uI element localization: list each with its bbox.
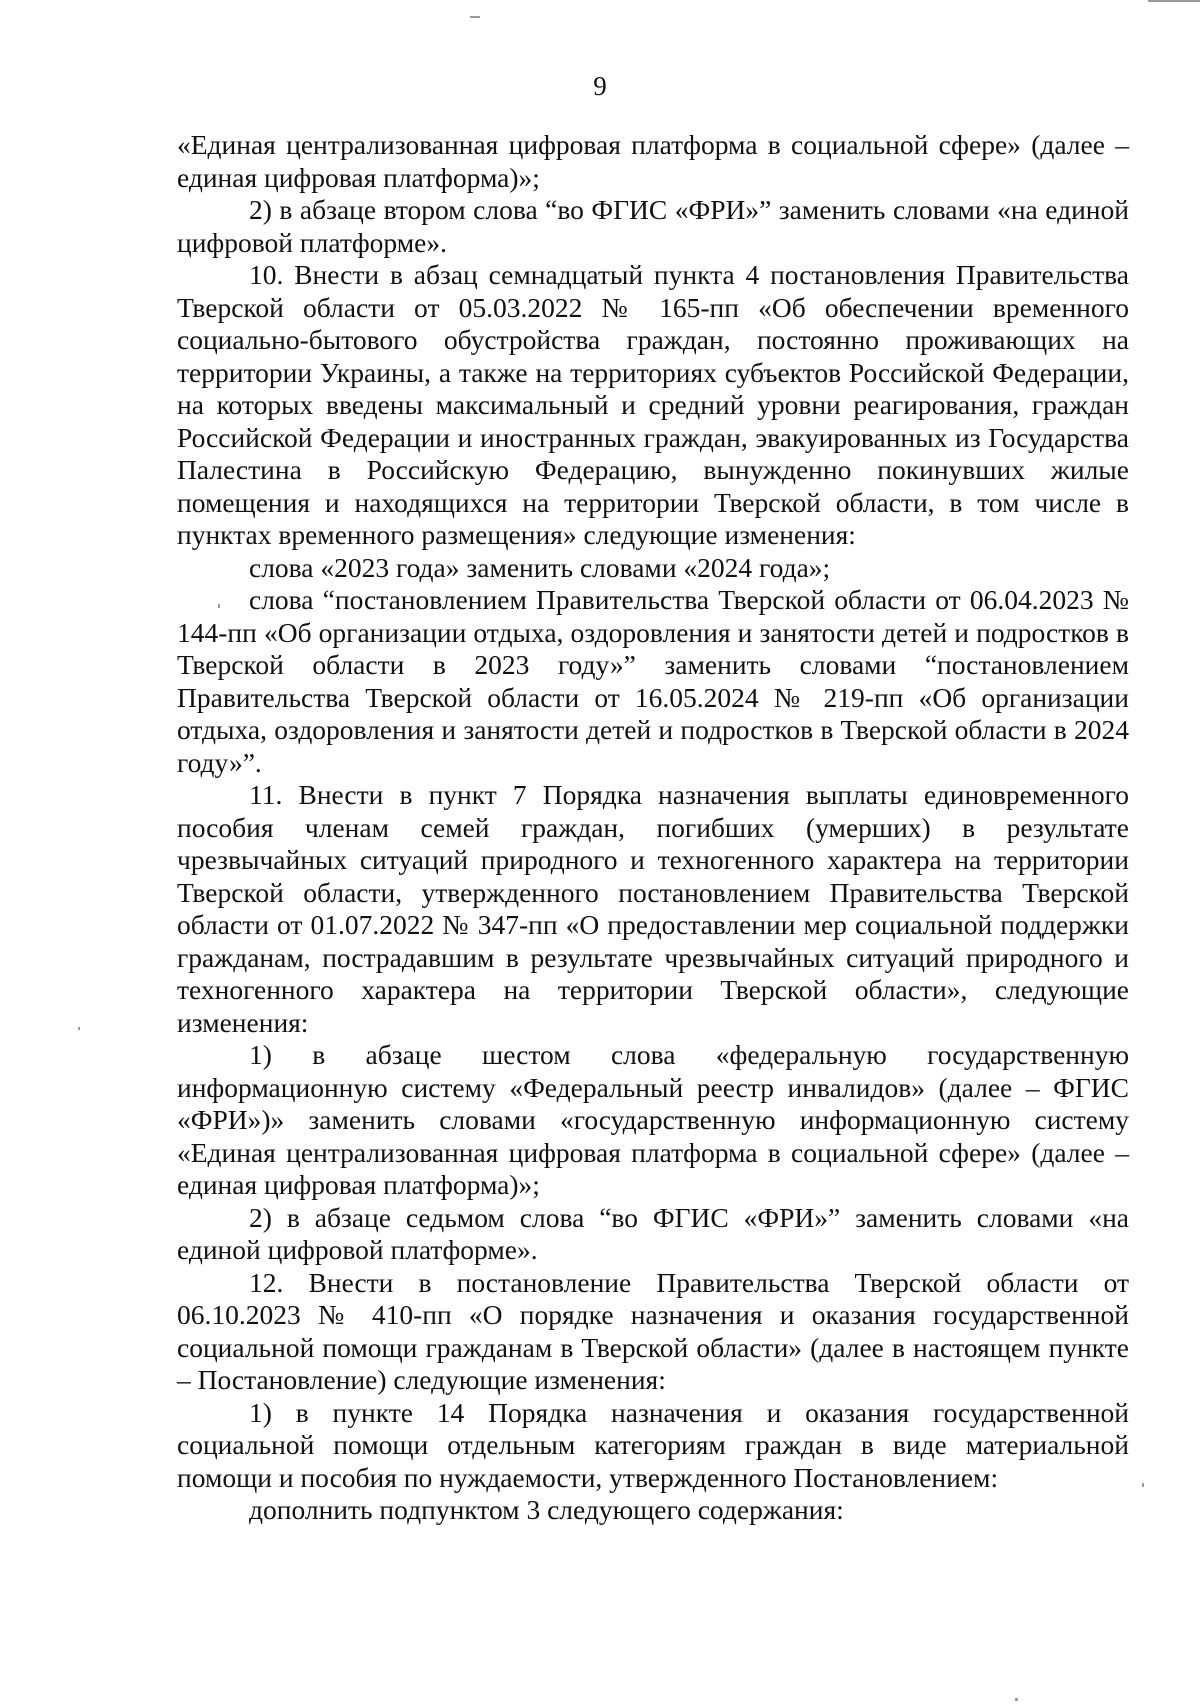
paragraph: дополнить подпунктом 3 следующего содержания: <box>249 1494 844 1525</box>
paragraph: 2) в абзаце втором слова “во ФГИС «ФРИ»” заменить словами «на единой цифровой платформе». <box>177 194 1129 258</box>
document-body <box>177 129 1129 1527</box>
paragraph: «Единая централизованная цифровая платформа в социальной сфере» (далее – единая цифровая платформа)»; <box>177 129 1129 193</box>
scan-speck <box>78 1027 80 1030</box>
paragraph: 2) в абзаце седьмом слова “во ФГИС «ФРИ»” заменить словами «на единой цифровой платформе». <box>177 1201 1129 1265</box>
paragraph: 12. Внести в постановление Правительства Тверской области от 06.10.2023 № 410-пп «О порядке назначения и оказания государственной социальной помощи гражданам в Тверской области» (далее в настоящем пункте – Постановление) следующие изменения: <box>177 1266 1129 1395</box>
paragraph: 10. Внести в абзац семнадцатый пункта 4 постановления Правительства Тверской области от 05.03.2022 № 165-пп «Об обеспечении временного социально-бытового обустройства граждан, постоянно проживающих на территории Украины, а также на территориях субъектов Российской Федерации, на которых введены максимальный и средний уровни реагирования, граждан Российской Федерации и иностранных граждан, эвакуированных из Государства Палестина в Российскую Федерацию, вынужденно покинувших жилые помещения и находящихся на территории Тверской области, в том числе в пунктах временного размещения» следующие изменения: <box>177 259 1129 550</box>
paragraph: 1) в пункте 14 Порядка назначения и оказания государственной социальной помощи отдельным категориям граждан в виде материальной помощи и пособия по нуждаемости, утвержденного Постановлением: <box>177 1396 1129 1493</box>
scan-speck <box>1142 1483 1144 1487</box>
paragraph: 11. Внести в пункт 7 Порядка назначения выплаты единовременного пособия членам семей граждан, погибших (умерших) в результате чрезвычайных ситуаций природного и техногенного характера на территории Тверской области, утвержденного постановлением Правительства Тверской области от 01.07.2022 № 347-пп «О предоставлении мер социальной поддержки гражданам, пострадавшим в результате чрезвычайных ситуаций природного и техногенного характера на территории Тверской области», следующие изменения: <box>177 779 1129 1038</box>
scan-speck <box>470 16 480 18</box>
scan-speck <box>1148 0 1200 2</box>
paragraph: 1) в абзаце шестом слова «федеральную государственную информационную систему «Федеральный реестр инвалидов» (далее – ФГИС «ФРИ»)» заменить словами «государственную информационную систему «Единая централизованная цифровая платформа в социальной сфере» (далее – единая цифровая платформа)»; <box>177 1039 1129 1200</box>
paragraph: слова «2023 года» заменить словами «2024 года»; <box>249 551 831 583</box>
paragraph: слова “постановлением Правительства Тверской области от 06.04.2023 № 144-пп «Об организации отдыха, оздоровления и занятости детей и подростков в Тверской области в 2023 году»” заменить словами “постановлением Правительства Тверской области от 16.05.2024 № 219-пп «Об организации отдыха, оздоровления и занятости детей и подростков в Тверской области в 2024 году»”. <box>177 584 1129 778</box>
scan-speck <box>1015 1698 1018 1701</box>
page-number: 9 <box>593 71 607 101</box>
